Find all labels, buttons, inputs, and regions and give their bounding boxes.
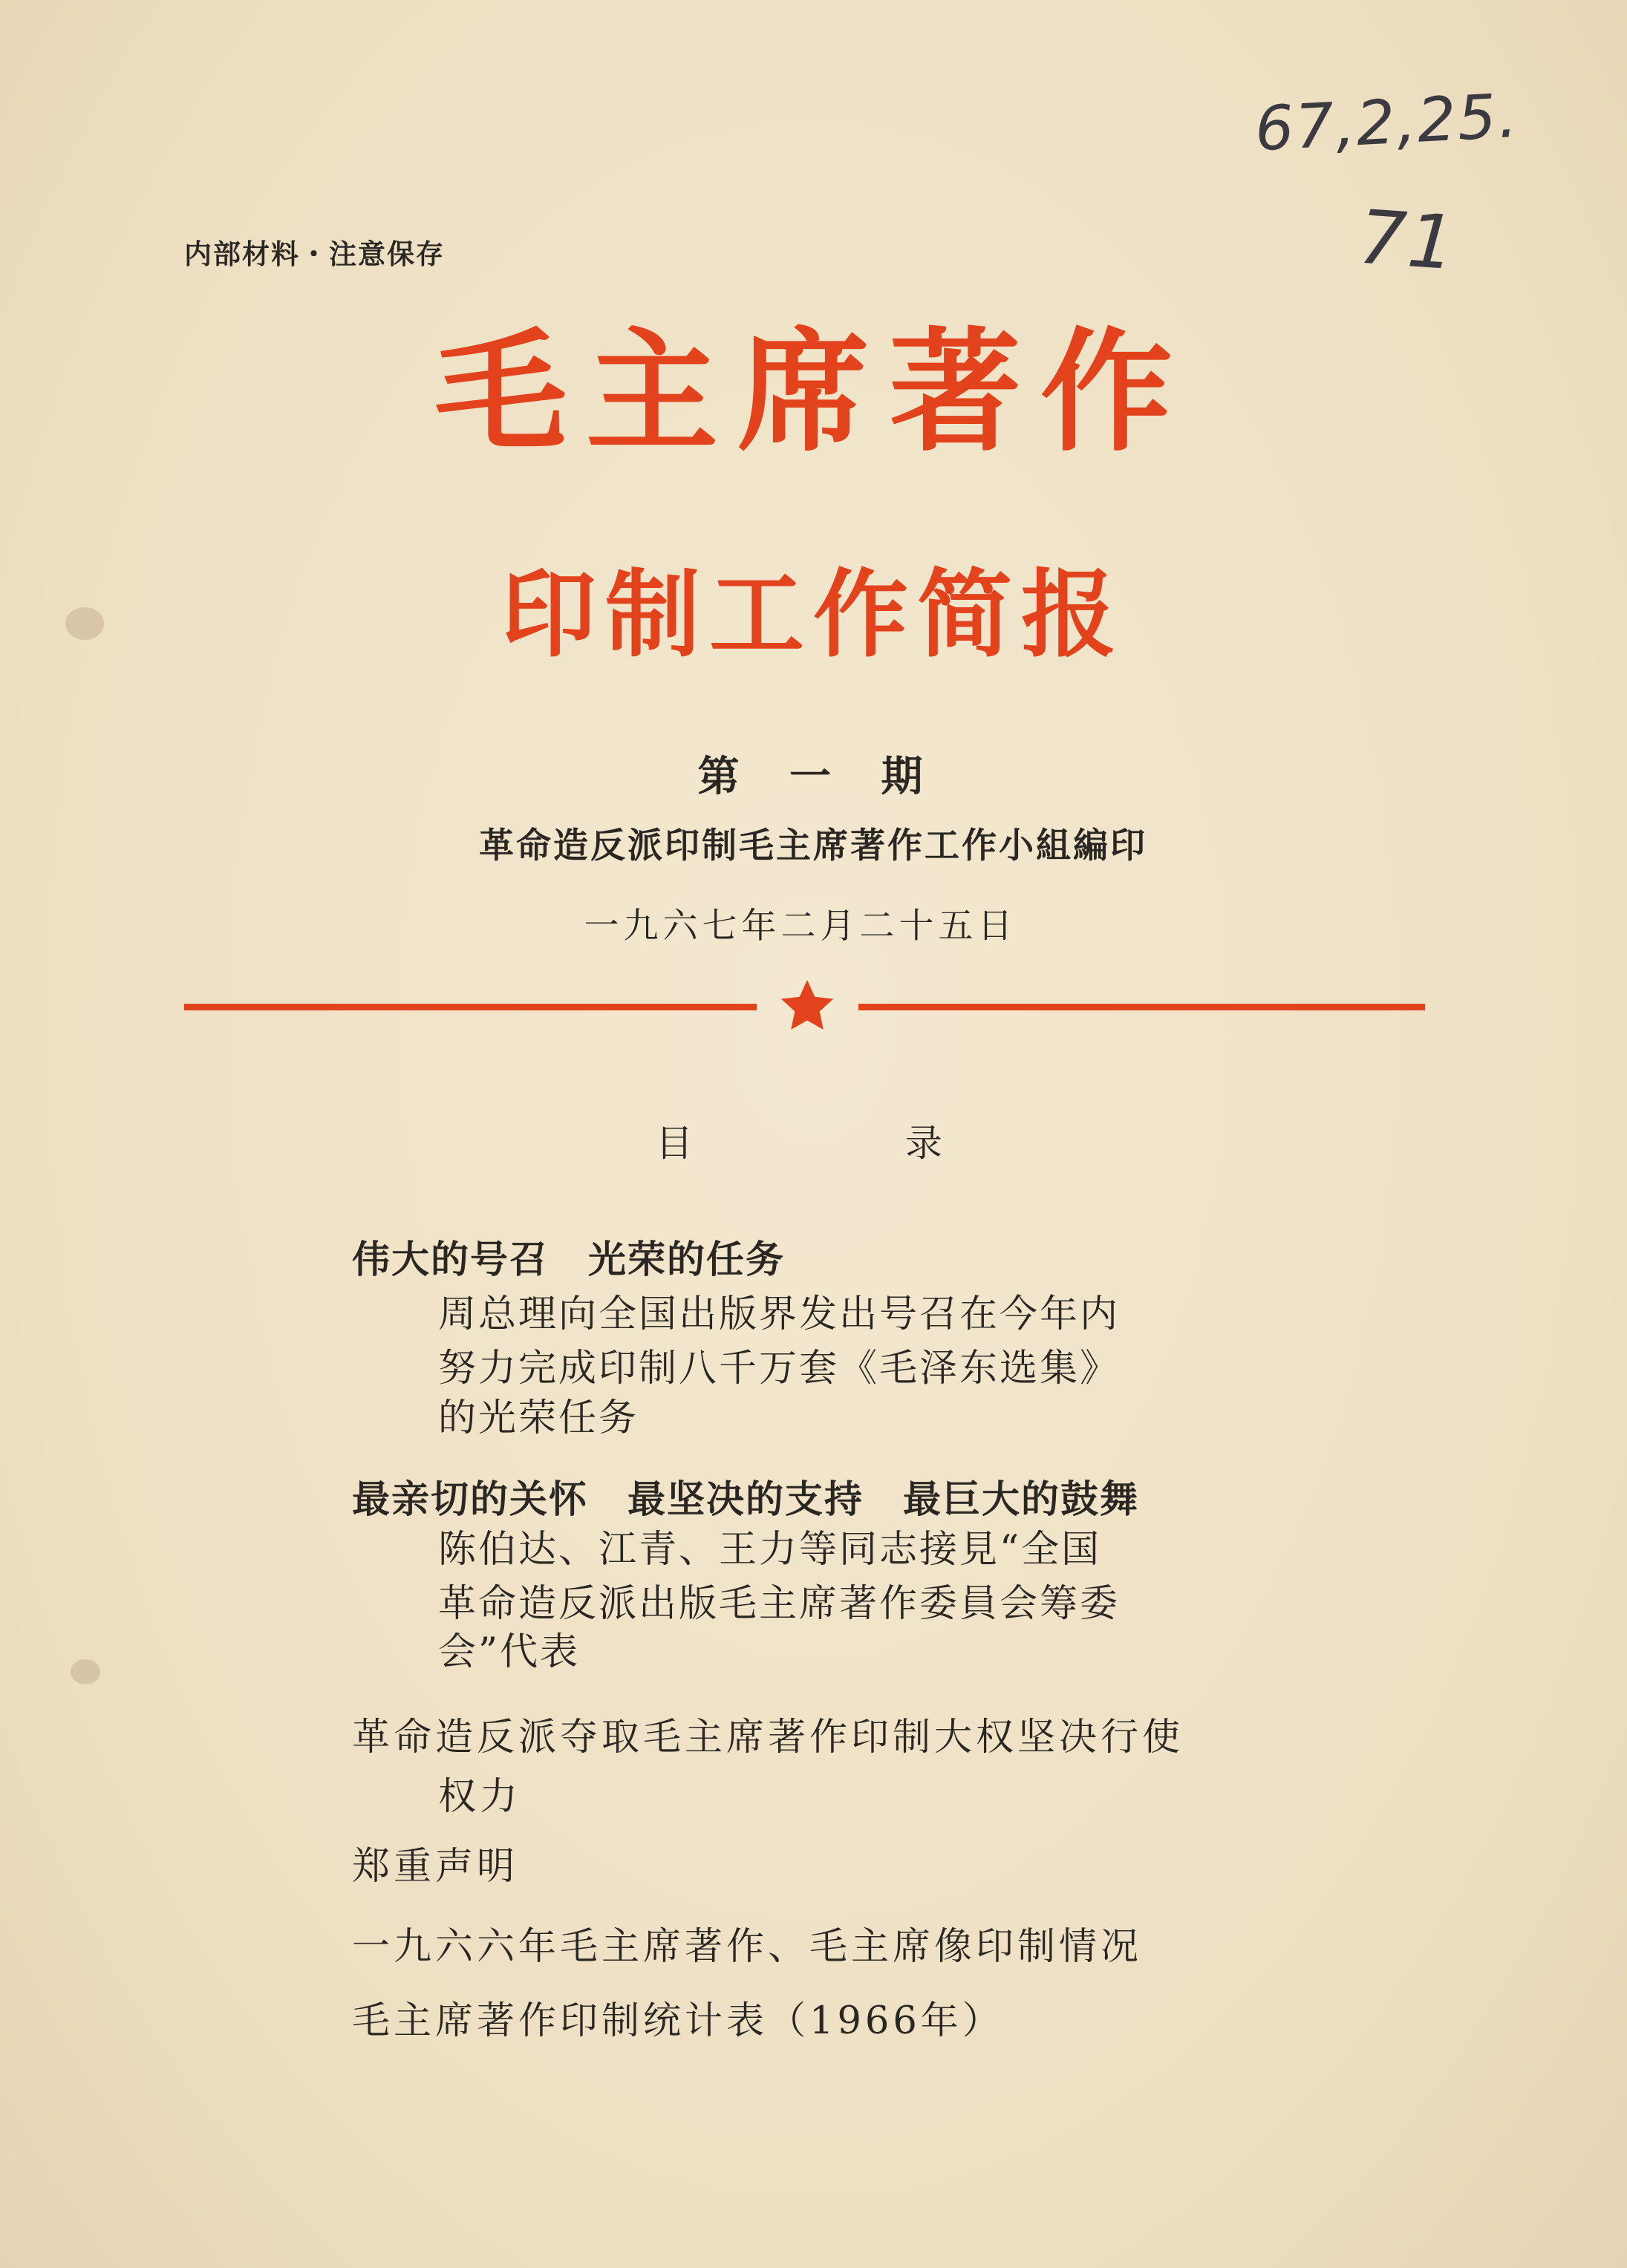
- toc-item-2-heading: 最亲切的关怀 最坚决的支持 最巨大的鼓舞: [352, 1478, 1140, 1522]
- handwritten-number: 71: [1356, 193, 1460, 287]
- toc-item-1-heading: 伟大的号召 光荣的任务: [352, 1238, 786, 1282]
- toc-entry: 一九六六年毛主席著作、毛主席像印制情况: [352, 1925, 1143, 1969]
- internal-material-note: 内部材料・注意保存: [184, 238, 445, 270]
- issue-date: 一九六七年二月二十五日: [584, 906, 1017, 947]
- title-main: 毛主席著作: [434, 316, 1192, 469]
- paper-stain: [71, 1659, 100, 1684]
- divider-line-right: [858, 1004, 1425, 1010]
- editor-line: 革命造反派印制毛主席著作工作小組編印: [479, 826, 1147, 866]
- toc-entry-continuation: 权力: [438, 1775, 522, 1819]
- toc-item-2-line: 会”代表: [438, 1630, 581, 1674]
- star-icon: [781, 980, 833, 1030]
- red-divider: [0, 0, 1627, 1054]
- toc-entry: 革命造反派夺取毛主席著作印制大权坚决行使: [352, 1716, 1184, 1759]
- toc-item-1-line: 努力完成印制八千万套《毛泽东选集》: [438, 1347, 1121, 1390]
- title-sub: 印制工作简报: [501, 560, 1126, 670]
- toc-heading: 目 录: [656, 1122, 942, 1165]
- divider-line-left: [184, 1004, 757, 1010]
- toc-item-1-line: 的光荣任务: [438, 1396, 639, 1440]
- toc-entry: 郑重声明: [352, 1845, 519, 1889]
- toc-item-1-line: 周总理向全国出版界发出号召在今年内: [438, 1293, 1121, 1336]
- toc-entry: 毛主席著作印制统计表（1966年）: [352, 1999, 1004, 2043]
- toc-item-2-line: 陈伯达、江青、王力等同志接見“全国: [438, 1528, 1102, 1572]
- issue-number: 第 一 期: [697, 752, 926, 801]
- toc-item-2-line: 革命造反派出版毛主席著作委員会筹委: [438, 1582, 1121, 1626]
- handwritten-date: 67,2,25.: [1253, 80, 1521, 166]
